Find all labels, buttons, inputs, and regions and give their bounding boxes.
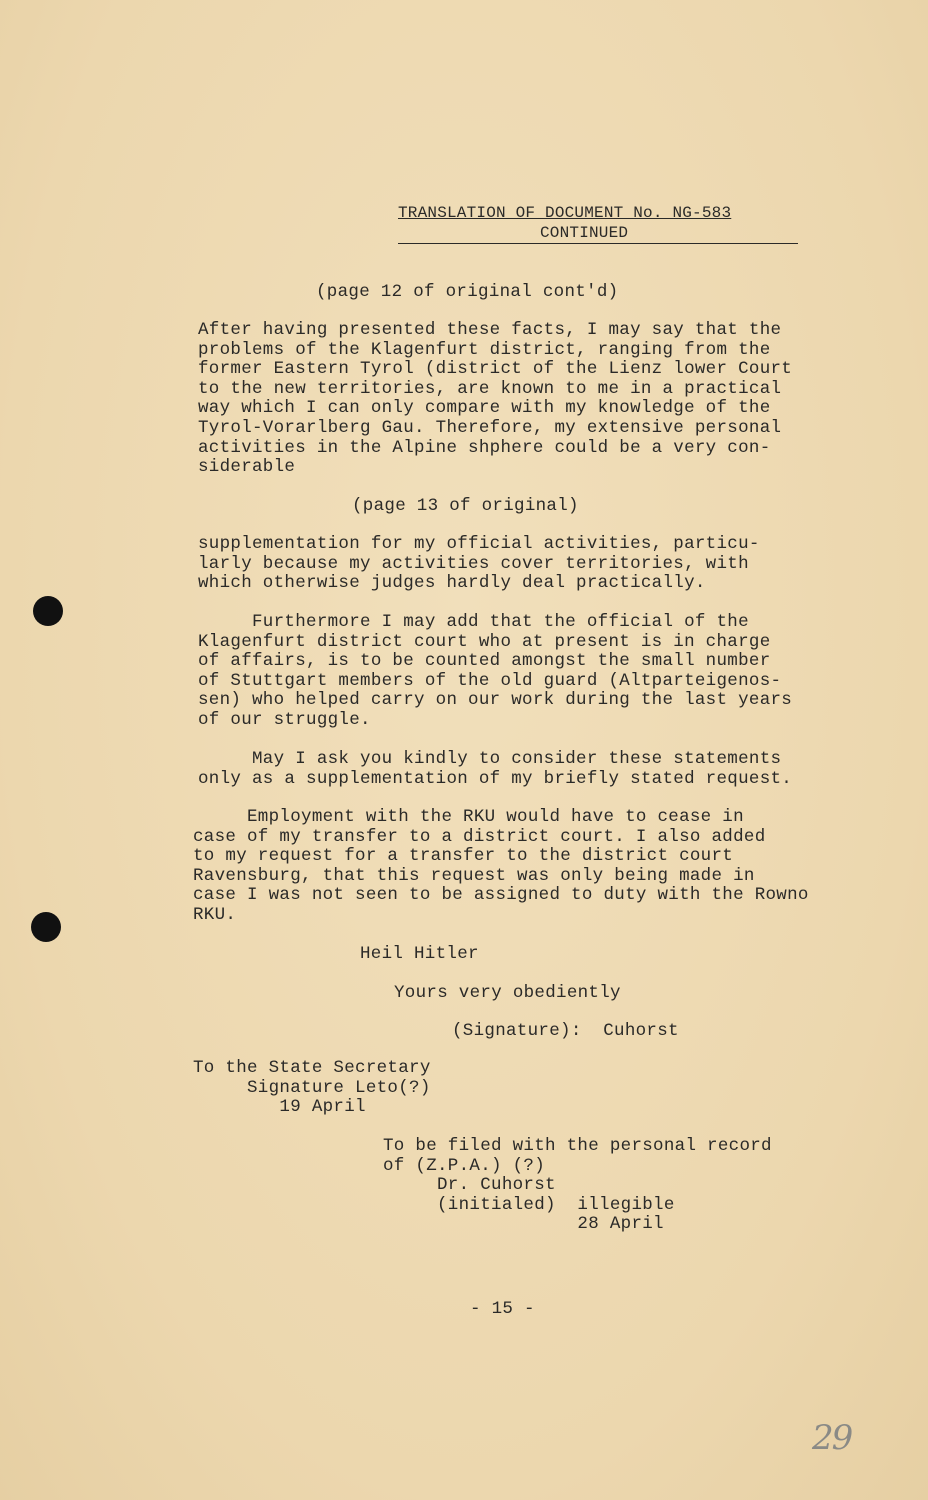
signature-line: (Signature): Cuhorst — [452, 1021, 679, 1041]
filing-note: To be filed with the personal record of (Z.P.A.) (?) Dr. Cuhorst (initialed) illegible 28 April — [383, 1136, 772, 1235]
paragraph-1: After having presented these facts, I may say that the problems of the Klagenfurt district, ranging from the former Eastern Tyrol (district of the Lienz lower Court to the new territories, are known to me in a practical way which I can only compare with my knowledge of the Tyrol-Vorarlberg Gau. Therefore, my extensive personal activities in the Alpine shphere could be a very con- siderable — [198, 320, 793, 478]
heading-continued: CONTINUED — [540, 224, 629, 242]
heading-rule — [398, 243, 798, 244]
paragraph-4: May I ask you kindly to consider these statements only as a supplementation of my briefly stated request. — [198, 749, 793, 789]
closing-valediction: Yours very obediently — [394, 983, 621, 1003]
addressee-block: To the State Secretary Signature Leto(?) 19 April — [193, 1058, 431, 1118]
paragraph-3: Furthermore I may add that the official of the Klagenfurt district court who at present is in charge of affairs, is to be counted amongst the small number of Stuttgart members of the old guard (Altparteigenos- sen) who helped carry on our work during the last years of our struggle. — [198, 612, 793, 730]
paragraph-5: Employment with the RKU would have to cease in case of my transfer to a district court. I also added to my request for a transfer to the district court Ravensburg, that this request was only being made in case I was not seen to be assigned to duty with the Rowno RKU. — [193, 807, 809, 925]
page-reference-12: (page 12 of original cont'd) — [316, 282, 619, 302]
page-number: - 15 - — [470, 1299, 535, 1319]
closing-salute: Heil Hitler — [360, 944, 479, 964]
heading-title: TRANSLATION OF DOCUMENT No. NG-583 — [398, 204, 732, 222]
punch-hole — [33, 596, 63, 626]
handwritten-page-stamp: 29 — [812, 1418, 852, 1458]
punch-hole — [31, 912, 61, 942]
page-reference-13: (page 13 of original) — [352, 496, 579, 516]
document-heading — [398, 203, 798, 243]
paragraph-2: supplementation for my official activities, particu- larly because my activities cover territories, with which otherwise judges hardly deal practically. — [198, 534, 760, 594]
